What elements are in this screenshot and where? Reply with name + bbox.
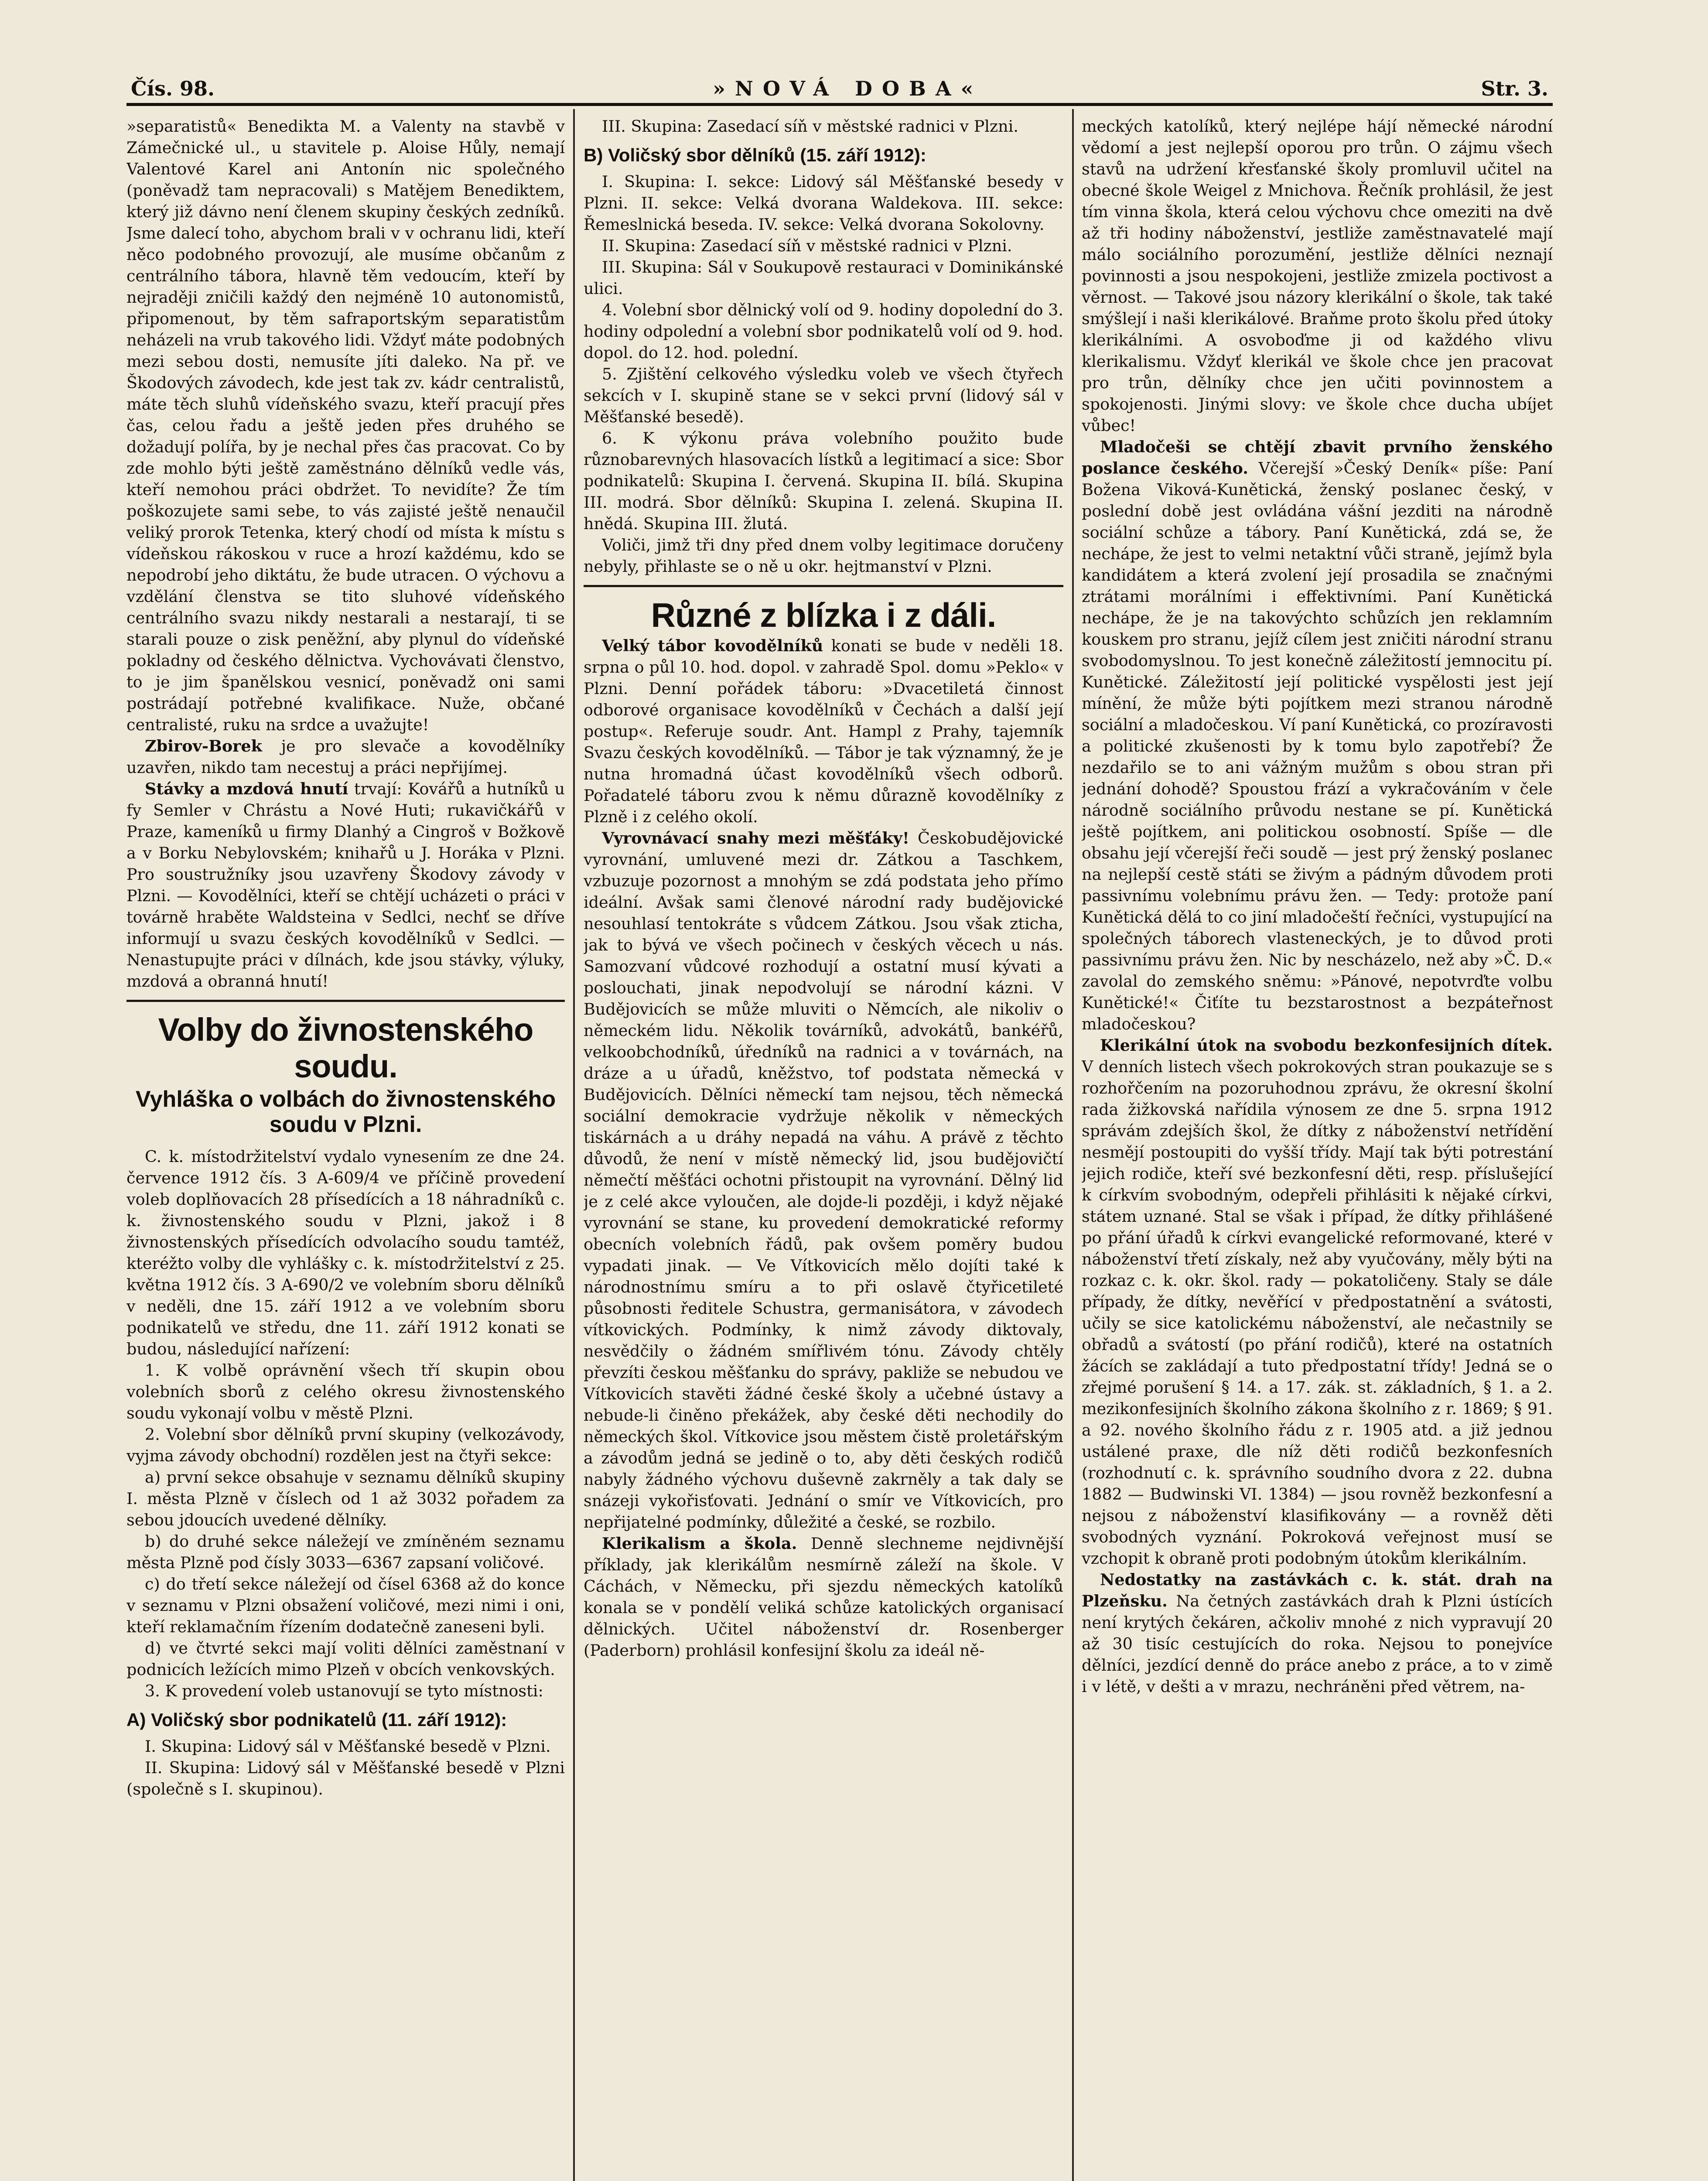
notice-closing: Voliči, jimž tři dny před dnem volby legitimace doručeny nebyly, přihlaste se o ně u okr. hejtmanství v Plzni. <box>584 536 1063 576</box>
notice-item-2d: d) ve čtvrté sekci mají voliti dělníci zaměstnaní v podnicích ležících mimo Plzeň v obcích venkovských. <box>126 1639 565 1679</box>
page-header <box>131 65 1548 100</box>
section-a-heading: A) Voličský sbor podnikatelů (11. září 1912): <box>126 1709 507 1730</box>
stavky-lead: Stávky a mzdová hnutí <box>145 779 348 798</box>
notice-item-2c: c) do třetí sekce náležejí od čísel 6368 až do konce v seznamu v Plzni obsažení voličové, mezi nimi i oni, kteří reklamačním řízením dodatečně zaneseni byli. <box>126 1575 565 1636</box>
nedost-lead: Nedostatky na zastávkách c. k. stát. drah na Plzeňsku. <box>1082 1570 1553 1610</box>
tabor-paragraph <box>584 635 1063 827</box>
tabor-lead: Velký tábor kovodělníků <box>602 636 823 655</box>
klerut-text: V denních listech všech pokrokových stran poukazuje se s rozhořčením na pozoruhodnou zprávu, že okresní školní rada žižkovská nařídila výnosem ze dne 5. srpna 1912 správám zdejších škol, že dítky z náboženství netřídění nesmějí postoupiti do vyšší třídy. Mají tak býti potrestání jejich rodiče, kteří své bezkonfesní děti, resp. příslušející k církvím svobodným, odepřeli přihlásiti k nějaké církvi, státem uznané. Stal se však i případ, že dítky přihlášené po přání úřadů k církvi evangelické reformované, které v náboženství třetí získaly, než aby vyučovány, měly býti na rozkaz c. k. okr. škol. rady — pokatoličeny. Staly se dále případy, že dítky, nevěřící v předpostatnění a svátosti, učily se sice katolickému náboženství, ale nečastnily se obřadů a svátostí (po přání rodičů), které na ostatních žácích se zakládají a tuto předpostatní třídy! Jedná se o zřejmé porušení § 14. a 17. zák. st. základních, § 1. a 2. mezikonfesijních školního zákona školního z r. 1869; § 91. a 92. nového školního řádu z r. 1905 atd. a již jednou ustálené praxe, dle níž děti rodičů bezkonfesních (rozhodnutí c. k. správního soudního dvora z 22. dubna 1882 — Budwinski VI. 1384) — jsou rovněž bezkonfesní a nejsou z náboženství klasifikovány — a rovněž děti svobodných vyznání. Pokroková veřejnost musí se vzchopit k obraně proti podobným útokům klerikálním. <box>1082 1057 1553 1568</box>
issue-number: Čís. 98. <box>131 77 215 100</box>
column-divider-2 <box>1072 109 1074 2181</box>
column-2 <box>584 116 1063 2181</box>
vyrov-lead: Vyrovnávací snahy mezi měšťáky! <box>602 829 909 848</box>
notice-item-3: 3. K provedení voleb ustanovují se tyto místnosti: <box>145 1682 543 1700</box>
nedost-text: Na četných zastávkách drah k Plzni ústících není krytých čekáren, ačkoliv mnohé z nich vypravují 20 až 30 tisíc cestujících do roka. Nejsou to ponejvíce dělníci, jezdící denně do práce anebo z práce, a to v zimě i v létě, v dešti a v mrazu, nechráněni před větrem, na- <box>1082 1592 1553 1696</box>
headline-volby: Volby do živnostenského soudu. <box>158 1012 533 1084</box>
mlad-paragraph <box>1082 436 1553 1035</box>
zbirov-text: je pro slevače a kovodělníky uzavřen, nikdo tam necestuj a práci nepřijímej. <box>126 737 565 777</box>
notice-item-2: 2. Volební sbor dělníků první skupiny (velkozávody, vyjma závody obchodní) rozdělen jest na čtyři sekce: <box>126 1425 565 1465</box>
column-1 <box>126 116 565 2181</box>
stavky-text: trvají: Kovářů a hutníků u fy Semler v Chrástu a Nové Huti; rukavičkářů v Praze, kameníků u firmy Dlanhý a Cingroš v Božkově a v Borku Nebylovském; knihařů u J. Horáka v Plzni. Pro soustružníky jsou uzavřeny Škodovy závody v Plzni. — Kovodělníci, kteří se chtějí ucházeti o práci v továrně hraběte Waldsteina v Sedlci, nechť se dříve informují u svazu českých kovodělníků v Sedlci. — Nenastupujte práci v dílnách, kde jsou stávky, výluky, mzdová a obranná hnutí! <box>126 779 565 991</box>
section-a-group-1: I. Skupina: Lidový sál v Měšťanské besedě v Plzni. <box>145 1737 551 1756</box>
section-rule <box>584 585 1063 587</box>
section-b-group-3: III. Skupina: Sál v Soukupově restauraci v Dominikánské ulici. <box>584 258 1063 298</box>
klerut-lead: Klerikální útok na svobodu bezkonfesijních dítek. <box>1100 1036 1553 1055</box>
mlad-lead: Mladočeši se chtějí zbavit prvního ženského poslance českého. <box>1082 438 1553 478</box>
header-rule <box>126 103 1553 106</box>
section-b-group-1: I. Skupina: I. sekce: Lidový sál Měšťanské besedy v Plzni. II. sekce: Velká dvorana Waldekova. III. sekce: Řemeslnická beseda. IV. sekce: Velká dvorana Sokolovny. <box>584 172 1063 234</box>
klerik-continuation: meckých katolíků, který nejlépe hájí německé národní vědomí a jest nejlepší oporou pro trůn. O zájmu všech stavů na udržení křesťanské školy promluvil učitel na obecné škole Weigel z Mnichova. Řečník prohlásil, že jest tím vinna škola, která celou výchovu chce omeziti na dvě až tři hodiny náboženství, jestliže zaměstnavatelé mají málo sociálního porozumění, jestliže dělníci neznají povinnosti a jsou nespokojeni, jestliže zmizela poctivost a věrnost. — Takové jsou názory klerikální o škole, tak také smýšlejí i naši klerikálové. Braňme proto školu před útoky klerikálními. A osvoboďme ji od každého vlivu klerikalismu. Vždyť klerikál ve škole chce jen pracovat pro trůn, dělníky chce jen učiti povinnostem a spokojenosti. Jinými slovy: ve škole chce ducha ubíjet vůbec! <box>1082 117 1553 435</box>
masthead-title: »NOVÁ DOBA« <box>713 77 983 100</box>
zbirov-lead: Zbirov-Borek <box>145 737 262 755</box>
section-b-heading: B) Voličský sbor dělníků (15. září 1912): <box>584 145 926 165</box>
vyrov-text: Českobudějovické vyrovnání, umluvené mezi dr. Zátkou a Taschkem, vzbuzuje pozornost a mnohým se zdá podstata jeho přímo ideální. Avšak sami členové národní rady budějovické nesouhlasí tentokráte s vůdcem Zátkou. Jsou však zticha, jak to bývá ve všech počinech v českých věcech u nás. Samozvaní vůdcové rozhodují a ostatní musí kývati a poslouchati, jinak nepodvolují se národní kázni. V Budějovicích se může mluviti o Němcích, ale nikoliv o německém lidu. Několik továrníků, advokátů, bankéřů, velkoobchodníků, úředníků na radnici a v továrnách, na dráze a u úřadů, kněžstvo, tof podstata německá v Budějovicích. Dělníci německí tam nejsou, těch německá sociální demokracie vydržuje několik v německých tiskárnách a u dráhy nepadá na váhu. A právě z těchto důvodů, že není v místě německý lid, jsou budějovičtí němečtí měšťáci ochotni přistoupit na vyrovnání. Dělný lid je z celé akce vyloučen, ale dojde-li později, i když nějaké vyrovnání se stane, ku provedení demokratické reformy obecních volebních řádů, pak ovšem poměry budou vypadati jinak. — Ve Vítkovicích mělo dojíti také k národnostnímu smíru a to při oslavě čtyřicetileté působnosti ředitele Schustra, germanisátora, v závodech vítkovických. Podmínky, k nimž závody diktovaly, nesvědčily o žádném smířlivém tónu. Závody chtěly převzíti českou měšťanku do správy, pakliže se nebudou ve Vítkovicích stavěti žádné české školy a učebné ústavy a nebude-li činěno překážek, aby české děti nechodily do německých škol. Vítkovice jsou městem čistě proletářským a závodům jedná se jedině o to, aby děti českých rodičů nabyly žádného výchovu duševně zakrněly a tak daly se snázeji vykořisťovati. Jednání o smír ve Vítkovicích, pro nepřijatelné podmínky, důležité a české, se rozbilo. <box>584 829 1063 1531</box>
nedost-paragraph <box>1082 1569 1553 1697</box>
notice-item-1: 1. K volbě oprávnění všech tří skupin obou volebních sborů z celého okresu živnostenského soudu vykonají volbu v městě Plzni. <box>126 1361 565 1422</box>
klerik-text: Denně slechneme nejdivnější příklady, jak klerikálům nesmírně záleží na škole. V Cáchách, v Německu, při sjezdu německých katolíků konala se v pondělí veliká schůze katolických organisací dělnických. Učitel náboženství dr. Rosenberger (Paderborn) prohlásil konfesijní školu za ideál ně- <box>584 1534 1063 1660</box>
notice-item-2a: a) první sekce obsahuje v seznamu dělníků skupiny I. města Plzně v číslech od 1 až 3032 pořadem za sebou jdoucích uvedené dělníky. <box>126 1468 565 1529</box>
section-a-group-3: III. Skupina: Zasedací síň v městské radnici v Plzni. <box>602 117 1018 136</box>
section-b-group-2: II. Skupina: Zasedací síň v městské radnici v Plzni. <box>602 236 1012 255</box>
section-rule <box>126 1000 565 1002</box>
section-a-group-2: II. Skupina: Lidový sál v Měšťanské besedě v Plzni (společně s I. skupinou). <box>126 1758 565 1798</box>
column-divider-1 <box>573 109 575 2181</box>
article-continuation: »separatistů« Benedikta M. a Valenty na stavbě v Zámečnické ul., u stavitele p. Aloise Hůly, nemají Valentové Karel ani Antonín nic společného (poněvadž tam nepracovali) s Matějem Benediktem, který již dávno není členem skupiny českých zedníků. Jsme dalecí toho, abychom brali v v ochranu lidi, kteří něco podobného provozují, ale musíme občanům z centrálního tábora, hlavně těm vedoucím, kteří by nejraději zničili každý den nejméně 10 autonomistů, připomenout, by těm safraportským separatistům neházeli na vrub takového lidi. Vždyť máte podobných mezi sebou dosti, nemusíte jíti daleko. Na př. ve Škodových závodech, kde jest tak zv. kádr centralistů, máte těch sluhů vídeňského svazu, kteří pracují přes čas, celou řadu a ještě jeden přes druhého se dožadují polířa, by je nechal přes čas pracovat. Co by zde mohlo býti ještě zaměstnáno dělníků vedle vás, kteří nemohou práci obdržet. To nevidíte? Že tím poškozujete sami sebe, to vás zajisté ještě nenaučil veliký prorok Tetenka, který chodí od místa k místu s vídeňskou rákoskou v ruce a hrozí každému, kdo se nepodrobí jeho diktátu, že bude utracen. O výchovu a vzdělání členstva se tito sluhové vídeňského centrálního svazu nikdy nestarali a nestarají, ti se starali pouze o zisk peněžní, aby plynul do vídeňské pokladny od českého dělnictva. Vychovávati členstvo, to je jim španělskou vesnicí, poněvadž oni sami postrádají potřebné kvalifikace. Nuže, občané centralisté, ruku na srdce a uvažujte! <box>126 117 565 734</box>
headline-ruzne: Různé z blízka i z dáli. <box>651 596 996 634</box>
vyrov-paragraph <box>584 827 1063 1533</box>
notice-item-6: 6. K výkonu práva volebního použito bude různobarevných hlasovacích lístků a legitimací a sice: Sbor podnikatelů: Skupina I. červená. Skupina II. bílá. Skupina III. modrá. Sbor dělníků: Skupina I. zelená. Skupina II. hnědá. Skupina III. žlutá. <box>584 429 1063 533</box>
notice-item-5: 5. Zjištění celkového výsledku voleb ve všech čtyřech sekcích v I. skupině stane se v sekci první (lidový sál v Měšťanské besedě). <box>584 365 1063 426</box>
tabor-text: konati se bude v neděli 18. srpna o půl 10. hod. dopol. v zahradě Spol. domu »Peklo« v Plzni. Denní pořádek táboru: »Dvacetiletá činnost odborové organisace kovodělníků v Čechách a další její postup«. Referuje soudr. Ant. Hampl z Prahy, tajemník Svazu českých kovodělníků. — Tábor je tak významný, že je nutna hromadná účast kovodělníků všech odborů. Pořadatelé táboru zvou k němu důrazně kovodělníky z Plzně i z celého okolí. <box>584 636 1063 826</box>
notice-item-2b: b) do druhé sekce náležejí ve zmíněném seznamu města Plzně pod čísly 3033—6367 zapsaní voličové. <box>126 1532 565 1572</box>
subheadline-vyhlaska: Vyhláška o volbách do živnostenského soudu v Plzni. <box>135 1087 556 1137</box>
stavky-paragraph <box>126 778 565 992</box>
klerut-paragraph <box>1082 1035 1553 1569</box>
notice-intro: C. k. místodržitelství vydalo vynesením ze dne 24. července 1912 čís. 3 A-609/4 ve příčině provedení voleb doplňovacích 28 přísedících a 18 náhradníků c. k. živnostenského soudu v Plzni, jakož i 8 živnostenských přísedících odvolacího soudu tamtéž, kteréžto volby dle vyhlášky c. k. místodržitelství z 25. května 1912 čís. 3 A-690/2 ve volebním sboru dělníků v neděli, dne 15. září 1912 a ve volebním sboru podnikatelů ve středu, dne 11. září 1912 konati se budou, následující nařízení: <box>126 1147 565 1358</box>
column-3 <box>1082 116 1553 2181</box>
mlad-text: Včerejší »Český Deník« píše: Paní Božena Viková-Kunětická, ženský poslanec český, v poslední době jest ovládána vášní jezditi na národně sociální schůze a tábory. Paní Kunětická, zdá se, že nechápe, že jest to velmi netaktní vůči straně, jejímž byla kandidátem a která zvolení její prosadila se značnými ztrátami morálními i effektivními. Paní Kunětická nechápe, že je na takovýchto schůzích jen reklamním kouskem pro stranu, jejíž cílem jest zničiti národní stranu svobodomyslnou. To jest konečně záležitostí jemnocitu pí. Kunětické. Záležitostí její politické vyspělosti jest její mínění, že může býti pojítkem mezi stranou národně sociální a mladočeskou. Ví paní Kunětická, co prozíravosti a politické zkušenosti by k tomu bylo zapotřebí? Že nezdařilo se to ani vážným mužům s obou stran při jednání dohodě? Spoustou frází a vykračováním v čele národně sociálního průvodu nestane se pí. Kunětická ještě pojítkem, ani politickou osobností. Spíše — dle obsahu její včerejší řeči soudě — jest prý ženský poslanec na nejlepší cestě státi se živým a pádným důvodem proti passivnímu volebnímu právu žen. — Tedy: protože paní Kunětická dělá to co jiní mladočeští řečníci, vystupující na společných táborech vlasteneckých, je to důvod proti passivnímu právu žen. Nic by nescházelo, než aby »Č. D.« zavolal do zemského sněmu: »Pánové, nepotvrďte volbu Kunětické!« Čiťíte tu bezstarostnost a bezpáteřnost mladočeskou? <box>1082 459 1553 1033</box>
notice-item-4: 4. Volební sbor dělnický volí od 9. hodiny dopolední do 3. hodiny odpolední a volební sbor podnikatelů volí od 9. hod. dopol. do 12. hod. polední. <box>584 301 1063 362</box>
page-number: Str. 3. <box>1481 77 1548 100</box>
klerik-lead: Klerikalism a škola. <box>602 1534 797 1553</box>
zbirov-paragraph <box>126 735 565 778</box>
klerik-paragraph <box>584 1533 1063 1661</box>
